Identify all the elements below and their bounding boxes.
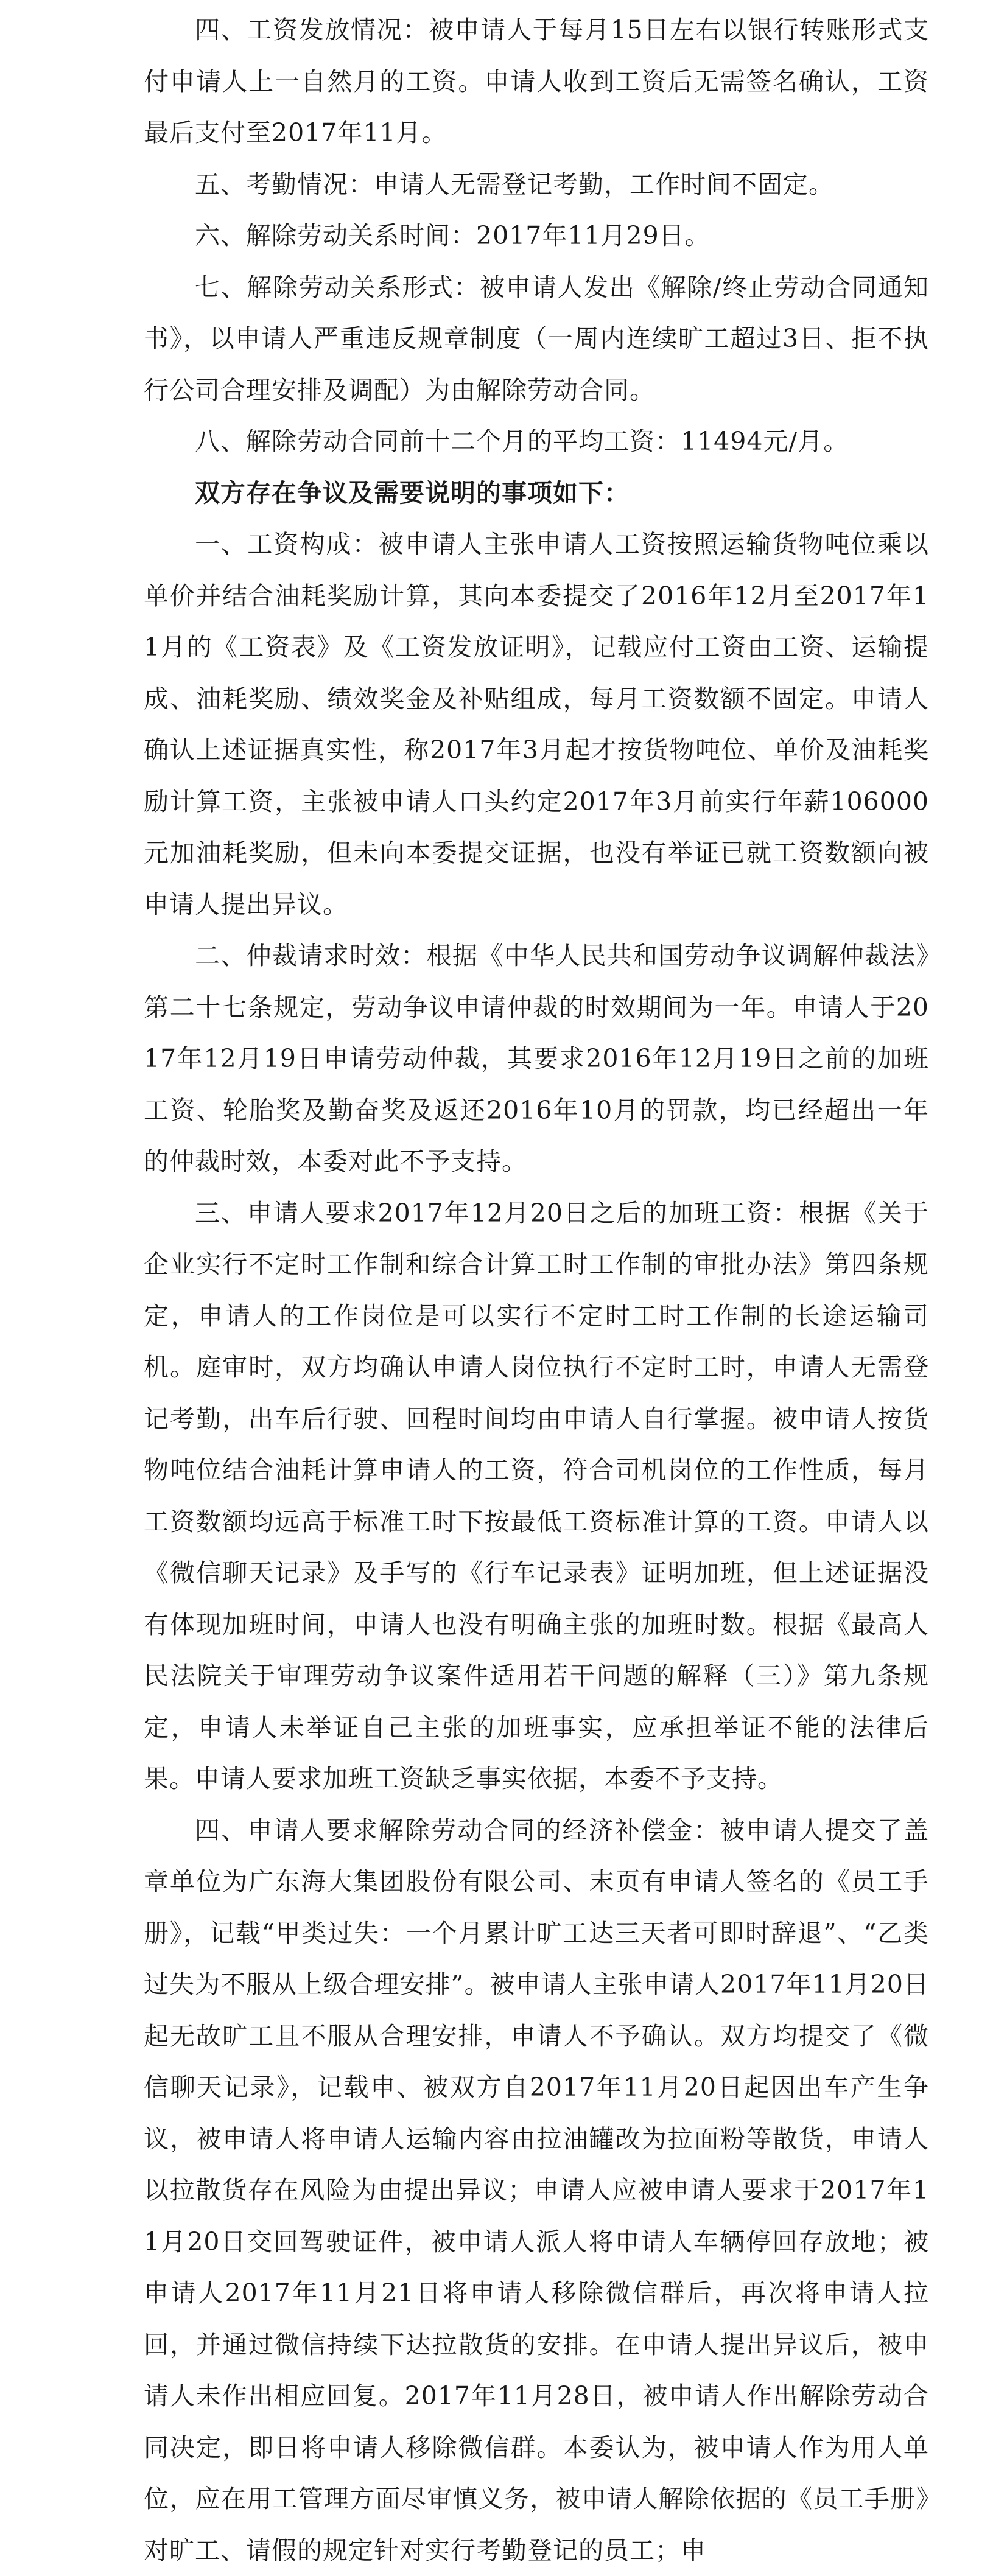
paragraph-termination-form: 七、解除劳动关系形式：被申请人发出《解除/终止劳动合同通知书》，以申请人严重违反规章制度（一周内连续旷工超过3日、拒不执行公司合理安排及调配）为由解除劳动合同。 — [144, 262, 929, 416]
section-heading-disputes: 双方存在争议及需要说明的事项如下： — [144, 467, 929, 519]
paragraph-limitation-period: 二、仲裁请求时效：根据《中华人民共和国劳动争议调解仲裁法》第二十七条规定，劳动争议申请仲裁的时效期间为一年。申请人于2017年12月19日申请劳动仲裁，其要求2016年12月19日之前的加班工资、轮胎奖及勤奋奖及返还2016年10月的罚款，均已经超出一年的仲裁时效，本委对此不予支持。 — [144, 930, 929, 1188]
paragraph-termination-date: 六、解除劳动关系时间：2017年11月29日。 — [144, 210, 929, 262]
paragraph-wage-payment: 四、工资发放情况：被申请人于每月15日左右以银行转账形式支付申请人上一自然月的工资。申请人收到工资后无需签名确认，工资最后支付至2017年11月。 — [144, 4, 929, 159]
paragraph-overtime-claim: 三、申请人要求2017年12月20日之后的加班工资：根据《关于企业实行不定时工作制和综合计算工时工作制的审批办法》第四条规定，申请人的工作岗位是可以实行不定时工时工作制的长途运输司机。庭审时，双方均确认申请人岗位执行不定时工时，申请人无需登记考勤，出车后行驶、回程时间均由申请人自行掌握。被申请人按货物吨位结合油耗计算申请人的工资，符合司机岗位的工作性质，每月工资数额均远高于标准工时下按最低工资标准计算的工资。申请人以《微信聊天记录》及手写的《行车记录表》证明加班，但上述证据没有体现加班时间，申请人也没有明确主张的加班时数。根据《最高人民法院关于审理劳动争议案件适用若干问题的解释（三）》第九条规定，申请人未举证自己主张的加班事实，应承担举证不能的法律后果。申请人要求加班工资缺乏事实依据，本委不予支持。 — [144, 1188, 929, 1805]
paragraph-attendance: 五、考勤情况：申请人无需登记考勤，工作时间不固定。 — [144, 159, 929, 211]
paragraph-wage-structure: 一、工资构成：被申请人主张申请人工资按照运输货物吨位乘以单价并结合油耗奖励计算，其向本委提交了2016年12月至2017年11月的《工资表》及《工资发放证明》，记载应付工资由工资、运输提成、油耗奖励、绩效奖金及补贴组成，每月工资数额不固定。申请人确认上述证据真实性，称2017年3月起才按货物吨位、单价及油耗奖励计算工资，主张被申请人口头约定2017年3月前实行年薪106000元加油耗奖励，但未向本委提交证据，也没有举证已就工资数额向被申请人提出异议。 — [144, 519, 929, 930]
paragraph-economic-compensation: 四、申请人要求解除劳动合同的经济补偿金：被申请人提交了盖章单位为广东海大集团股份有限公司、末页有申请人签名的《员工手册》，记载“甲类过失：一个月累计旷工达三天者可即时辞退”、“乙类过失为不服从上级合理安排”。被申请人主张申请人2017年11月20日起无故旷工且不服从合理安排，申请人不予确认。双方均提交了《微信聊天记录》，记载申、被双方自2017年11月20日起因出车产生争议，被申请人将申请人运输内容由拉油罐改为拉面粉等散货，申请人以拉散货存在风险为由提出异议；申请人应被申请人要求于2017年11月20日交回驾驶证件，被申请人派人将申请人车辆停回存放地；被申请人2017年11月21日将申请人移除微信群后，再次将申请人拉回，并通过微信持续下达拉散货的安排。在申请人提出异议后，被申请人未作出相应回复。2017年11月28日，被申请人作出解除劳动合同决定，即日将申请人移除微信群。本委认为，被申请人作为用人单位，应在用工管理方面尽审慎义务，被申请人解除依据的《员工手册》对旷工、请假的规定针对实行考勤登记的员工；申 — [144, 1805, 929, 2576]
paragraph-average-wage: 八、解除劳动合同前十二个月的平均工资：11494元/月。 — [144, 416, 929, 467]
